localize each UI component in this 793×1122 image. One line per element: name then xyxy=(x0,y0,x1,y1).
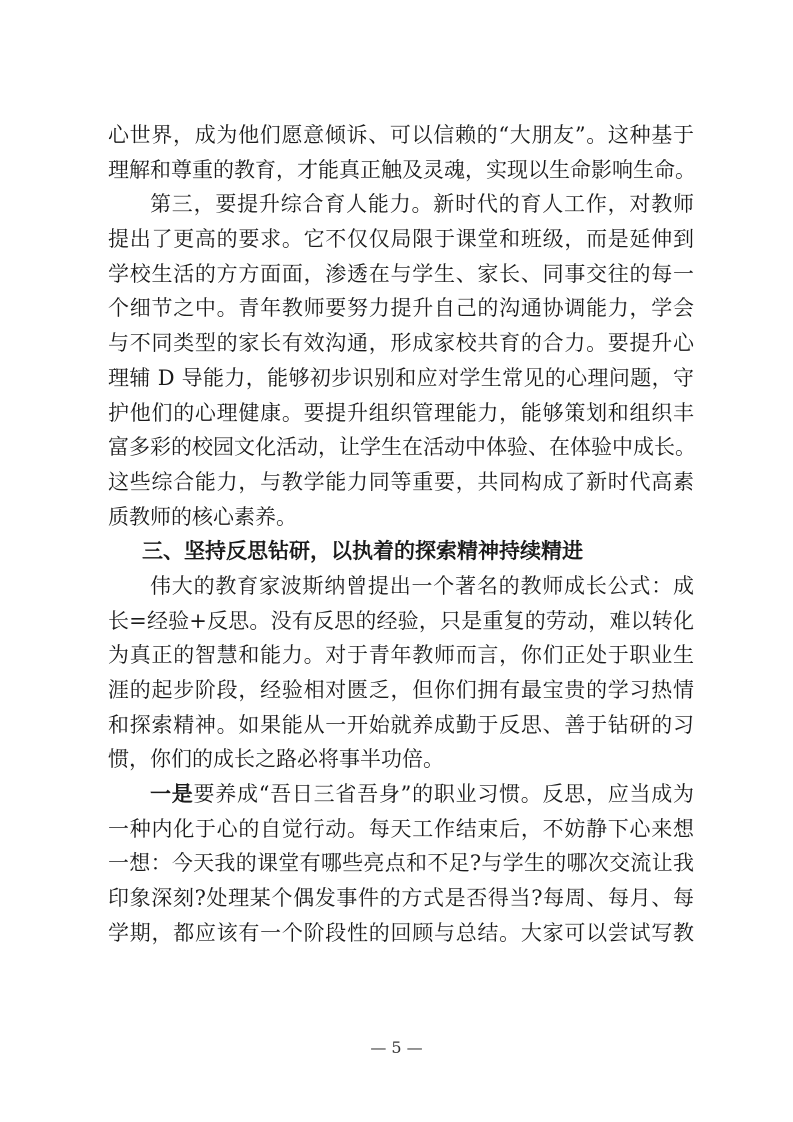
paragraph-line: 长=经验+反思。没有反思的经验，只是重复的劳动，难以转化 xyxy=(108,608,694,633)
paragraph-line: 伟大的教育家波斯纳曾提出一个著名的教师成长公式：成 xyxy=(150,573,694,598)
paragraph-line: 和探索精神。如果能从一开始就养成勤于反思、善于钻研的习 xyxy=(108,712,694,737)
paragraph-line: 学校生活的方方面面，渗透在与学生、家长、同事交往的每一 xyxy=(108,261,694,286)
page-number: — 5 — xyxy=(370,1038,423,1057)
paragraph-line: 理辅 D 导能力，能够初步识别和应对学生常见的心理问题，守 xyxy=(108,365,694,390)
paragraph-line: 理解和尊重的教育，才能真正触及灵魂，实现以生命影响生命。 xyxy=(108,157,696,182)
emphasis-lead: 一是 xyxy=(150,781,194,807)
paragraph-line: 一种内化于心的自觉行动。每天工作结束后，不妨静下心来想 xyxy=(108,816,694,841)
paragraph-line xyxy=(108,777,694,812)
paragraph-line: 学期，都应该有一个阶段性的回顾与总结。大家可以尝试写教 xyxy=(108,920,694,945)
paragraph-line: 心世界，成为他们愿意倾诉、可以信赖的“大朋友”。这种基于 xyxy=(108,123,694,147)
section-heading: 三、坚持反思钻研，以执着的探索精神持续精进 xyxy=(142,539,583,564)
document-body xyxy=(108,118,694,951)
paragraph-line: 个细节之中。青年教师要努力提升自己的沟通协调能力，学会 xyxy=(108,296,694,321)
paragraph-line: 第三，要提升综合育人能力。新时代的育人工作，对教师 xyxy=(150,192,694,217)
paragraph-line: 质教师的核心素养。 xyxy=(108,504,297,529)
paragraph-line: 一想：今天我的课堂有哪些亮点和不足?与学生的哪次交流让我 xyxy=(108,851,694,876)
paragraph-line: 富多彩的校园文化活动，让学生在活动中体验、在体验中成长。 xyxy=(108,435,696,460)
paragraph-line: 惯，你们的成长之路必将事半功倍。 xyxy=(108,747,444,772)
paragraph-line: 这些综合能力，与教学能力同等重要，共同构成了新时代高素 xyxy=(108,469,694,494)
paragraph-line: 护他们的心理健康。要提升组织管理能力，能够策划和组织丰 xyxy=(108,400,694,425)
paragraph-line: 印象深刻?处理某个偶发事件的方式是否得当?每周、每月、每 xyxy=(108,886,694,911)
paragraph-line: 与不同类型的家长有效沟通，形成家校共育的合力。要提升心 xyxy=(108,331,694,356)
paragraph-line-rest: 要养成“吾日三省吾身”的职业习惯。反思，应当成为 xyxy=(193,782,694,807)
paragraph-line: 涯的起步阶段，经验相对匮乏，但你们拥有最宝贵的学习热情 xyxy=(108,678,694,702)
paragraph-line: 提出了更高的要求。它不仅仅局限于课堂和班级，而是延伸到 xyxy=(108,227,694,252)
paragraph-line: 为真正的智慧和能力。对于青年教师而言，你们正处于职业生 xyxy=(108,643,694,668)
